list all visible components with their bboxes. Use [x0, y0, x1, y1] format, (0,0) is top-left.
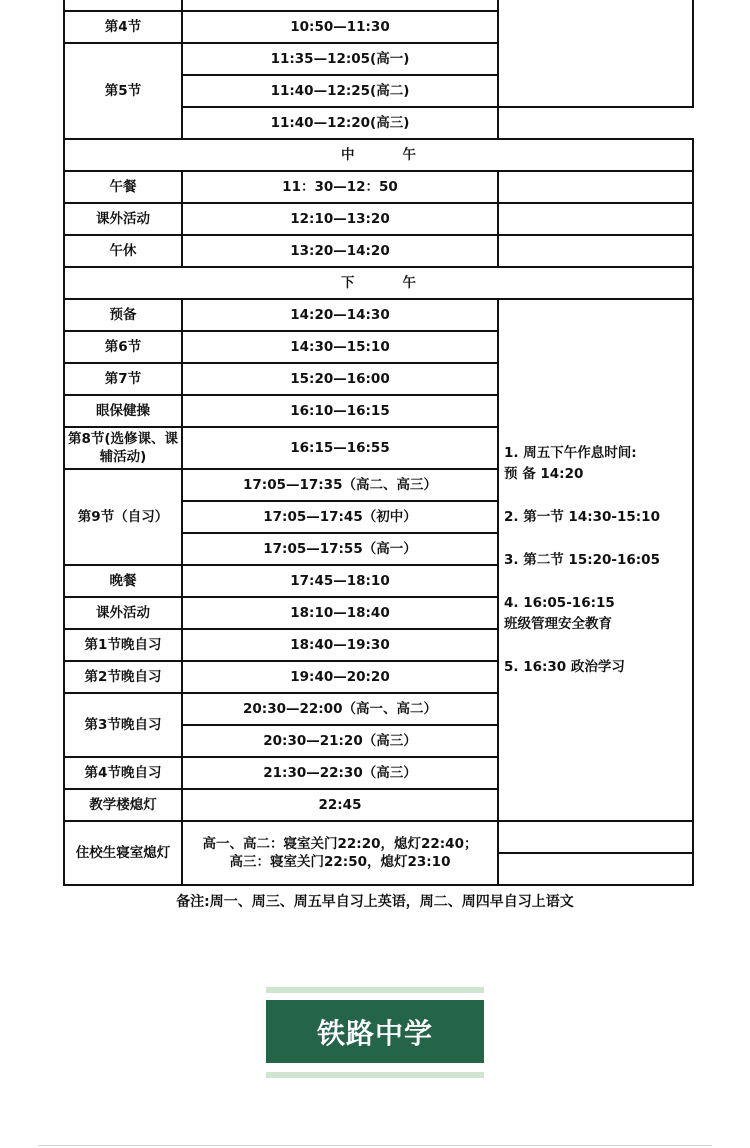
time-cell: 16:10—16:15 [182, 395, 498, 427]
period-label: 晚餐 [64, 565, 182, 597]
section-row [64, 139, 693, 171]
table-row [64, 235, 693, 267]
time-cell: 14:20—14:30 [182, 299, 498, 331]
dorm-line: 高三：寝室关门22:50，熄灯23:10 [229, 854, 451, 870]
table-row [64, 171, 693, 203]
notes-cell [498, 821, 693, 853]
time-cell: 19:40—20:20 [182, 661, 498, 693]
period-label: 午休 [64, 235, 182, 267]
section-char: 中 [341, 146, 355, 163]
time-cell: 11:40—12:20(高三) [182, 107, 498, 139]
section-header-afternoon [64, 267, 693, 299]
period-label: 第4节 [64, 11, 182, 43]
time-cell: 12:10—13:20 [182, 203, 498, 235]
period-label: 第1节晚自习 [64, 629, 182, 661]
time-cell: 16:15—16:55 [182, 427, 498, 469]
period-label: 第7节 [64, 363, 182, 395]
time-cell: 18:40—19:30 [182, 629, 498, 661]
time-cell: 14:30—15:10 [182, 331, 498, 363]
section-char: 午 [402, 146, 416, 163]
period-label: 眼保健操 [64, 395, 182, 427]
section-char: 午 [402, 274, 416, 291]
time-cell: 13:20—14:20 [182, 235, 498, 267]
period-label: 第6节 [64, 331, 182, 363]
period-label: 课外活动 [64, 203, 182, 235]
time-cell [182, 821, 498, 885]
section-char: 下 [341, 274, 355, 291]
period-label: 住校生寝室熄灯 [64, 821, 182, 885]
time-cell: 21:30—22:30（高三） [182, 757, 498, 789]
logo-bottom-band [266, 1072, 484, 1078]
time-cell: 20:30—21:20（高三） [182, 725, 498, 757]
school-name-banner: 铁路中学 [266, 1000, 484, 1063]
time-cell: 20:30—22:00（高一、高二） [182, 693, 498, 725]
section-header-noon [64, 139, 693, 171]
period-label: 午餐 [64, 171, 182, 203]
time-cell: 15:20—16:00 [182, 363, 498, 395]
notes-cell [498, 853, 693, 885]
time-cell: 22:45 [182, 789, 498, 821]
period-label: 第9节（自习） [64, 469, 182, 565]
friday-notes [498, 299, 693, 821]
school-logo [266, 987, 484, 1078]
notes-cell [498, 235, 693, 267]
notes-cell [498, 0, 693, 107]
logo-top-band [266, 987, 484, 993]
period-label: 第8节(选修课、课辅活动) [64, 427, 182, 469]
time-cell: 17:05—17:45（初中） [182, 501, 498, 533]
table-row [64, 299, 693, 331]
time-cell: 17:05—17:55（高一） [182, 533, 498, 565]
note-item: 4. 16:05-16:15 班级管理安全教育 [504, 594, 615, 632]
period-label: 第5节 [64, 43, 182, 139]
note-item: 5. 16:30 政治学习 [504, 658, 625, 675]
time-cell: 17:45—18:10 [182, 565, 498, 597]
period-label [64, 0, 182, 11]
period-label: 课外活动 [64, 597, 182, 629]
note-item: 3. 第二节 15:20-16:05 [504, 551, 660, 568]
time-cell: 18:10—18:40 [182, 597, 498, 629]
schedule-table [63, 0, 694, 886]
time-cell: 11:35—12:05(高一) [182, 43, 498, 75]
notes-cell [498, 203, 693, 235]
notes-cell [498, 171, 693, 203]
period-label: 第4节晚自习 [64, 757, 182, 789]
time-cell [182, 0, 498, 11]
table-row [64, 203, 693, 235]
time-cell: 11：30—12：50 [182, 171, 498, 203]
note-item: 1. 周五下午作息时间: 预 备 14:20 [504, 444, 637, 482]
period-label: 预备 [64, 299, 182, 331]
note-item: 2. 第一节 14:30-15:10 [504, 508, 660, 525]
section-row [64, 267, 693, 299]
table-row [64, 821, 693, 853]
period-label: 第3节晚自习 [64, 693, 182, 757]
remark-note: 备注:周一、周三、周五早自习上英语，周二、周四早自习上语文 [176, 894, 574, 910]
period-label: 第2节晚自习 [64, 661, 182, 693]
table-row [64, 0, 693, 11]
divider [38, 1145, 712, 1146]
time-cell: 10:50—11:30 [182, 11, 498, 43]
time-cell: 17:05—17:35（高二、高三） [182, 469, 498, 501]
time-cell: 11:40—12:25(高二) [182, 75, 498, 107]
dorm-line: 高一、高二：寝室关门22:20，熄灯22:40； [202, 836, 478, 852]
period-label: 教学楼熄灯 [64, 789, 182, 821]
